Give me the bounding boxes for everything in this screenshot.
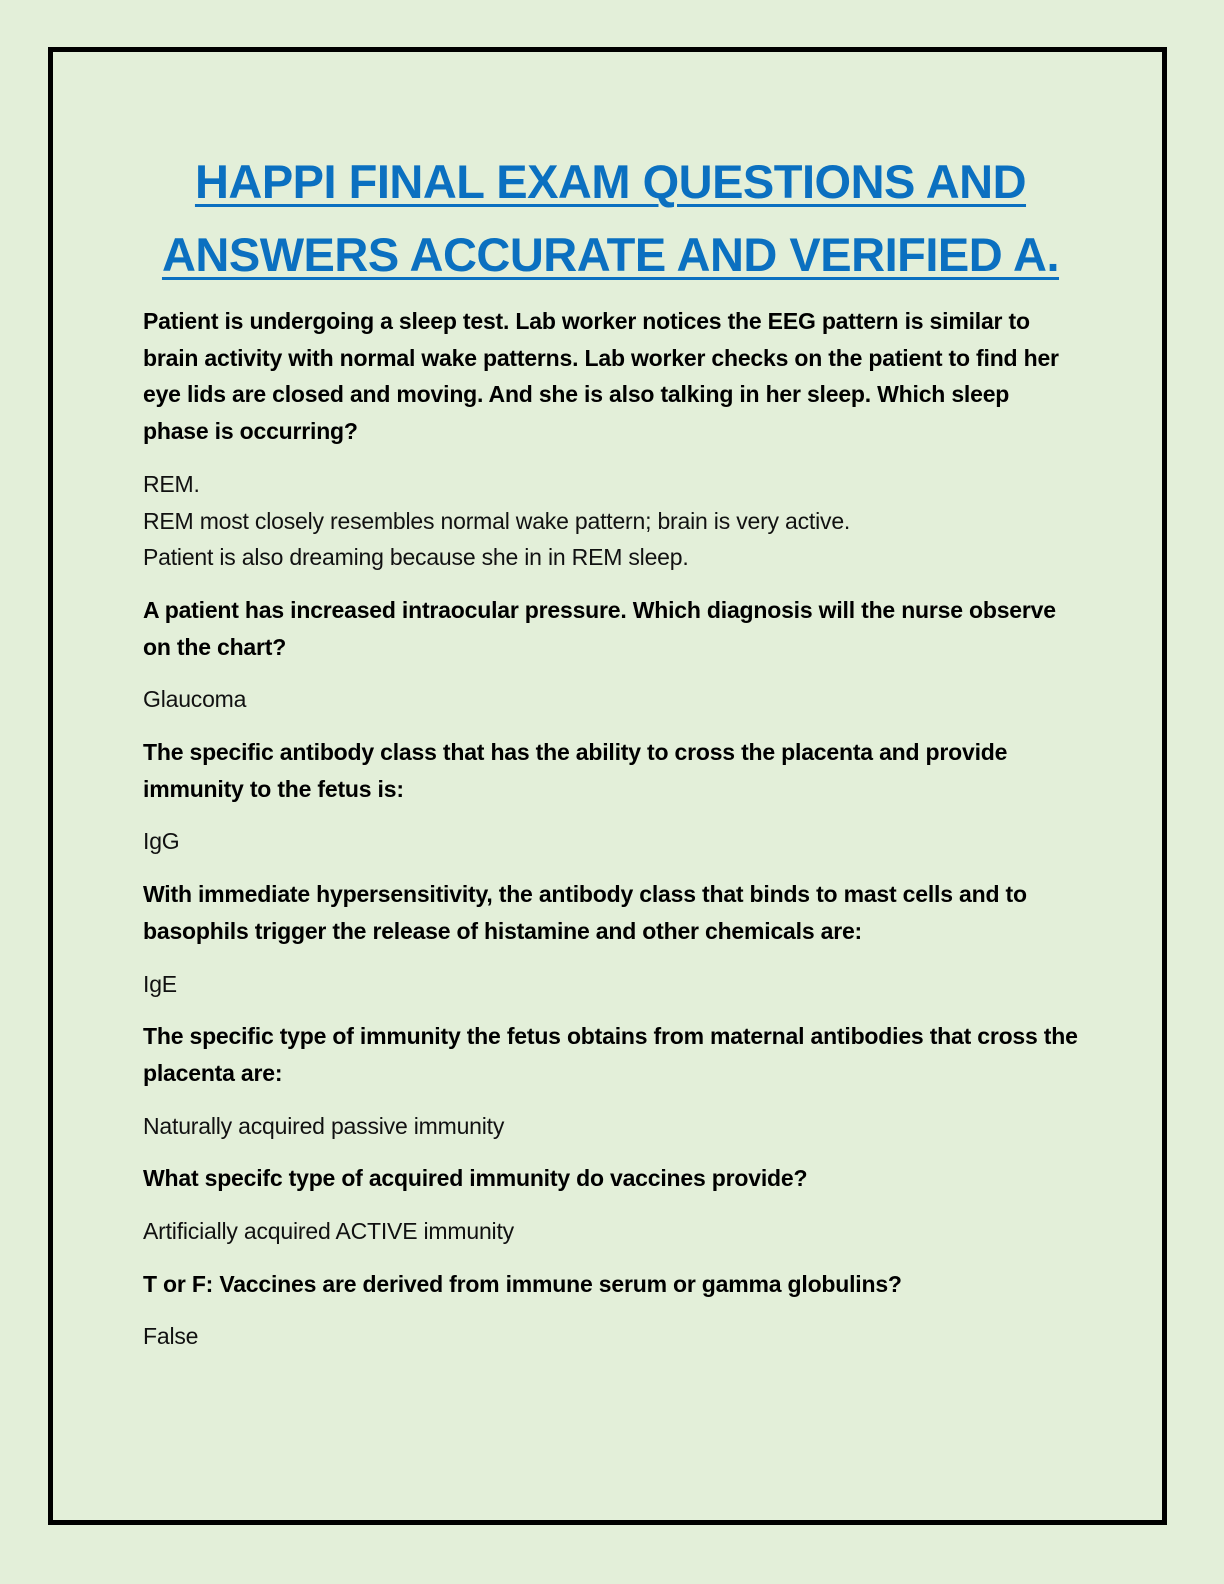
answer: [143, 1213, 1078, 1250]
answer-line: Patient is also dreaming because she in in REM sleep.: [143, 544, 689, 571]
answer-line: Artificially acquired ACTIVE immunity: [143, 1218, 514, 1245]
answer-line: REM.: [143, 470, 200, 497]
question: The specific type of immunity the fetus obtains from maternal antibodies that cross the placenta are:: [143, 1023, 1078, 1086]
question: A patient has increased intraocular pressure. Which diagnosis will the nurse observe on the chart?: [143, 596, 1056, 660]
answer-line: Naturally acquired passive immunity: [143, 1112, 505, 1139]
qa-item: [143, 734, 1078, 860]
question: T or F: Vaccines are derived from immune serum or gamma globulins?: [143, 1270, 902, 1297]
document-title: HAPPI FINAL EXAM QUESTIONS AND ANSWERS ACCURATE AND VERIFIED A.: [161, 155, 1060, 281]
qa-item: [143, 876, 1078, 1002]
answer: [143, 1318, 1078, 1355]
qa-item: [143, 1266, 1078, 1355]
answer: [143, 466, 1078, 576]
answer: [143, 823, 1078, 860]
qa-item: [143, 1018, 1078, 1144]
question: Patient is undergoing a sleep test. Lab worker notices the EEG pattern is similar to brain activity with normal wake patterns. Lab worker checks on the patient to find her eye lids are closed and moving. And she is also talking in her sleep. Which sleep phase is occurring?: [143, 308, 1059, 445]
qa-item: [143, 1160, 1078, 1249]
qa-item: [143, 592, 1078, 718]
answer-line: REM most closely resembles normal wake pattern; brain is very active.: [143, 507, 851, 534]
question: The specific antibody class that has the ability to cross the placenta and provide immunity to the fetus is:: [143, 739, 1008, 802]
answer-line: IgG: [143, 828, 180, 855]
question: What specifc type of acquired immunity do vaccines provide?: [143, 1165, 808, 1192]
qa-item: [143, 303, 1078, 576]
answer: [143, 681, 1078, 718]
answer-line: False: [143, 1323, 199, 1350]
answer: [143, 1108, 1078, 1145]
question: With immediate hypersensitivity, the antibody class that binds to mast cells and to basophils trigger the release of histamine and other chemicals are:: [143, 881, 1027, 944]
document-body: [143, 145, 1078, 1371]
answer: [143, 966, 1078, 1003]
answer-line: IgE: [143, 970, 177, 997]
answer-line: Glaucoma: [143, 686, 247, 713]
